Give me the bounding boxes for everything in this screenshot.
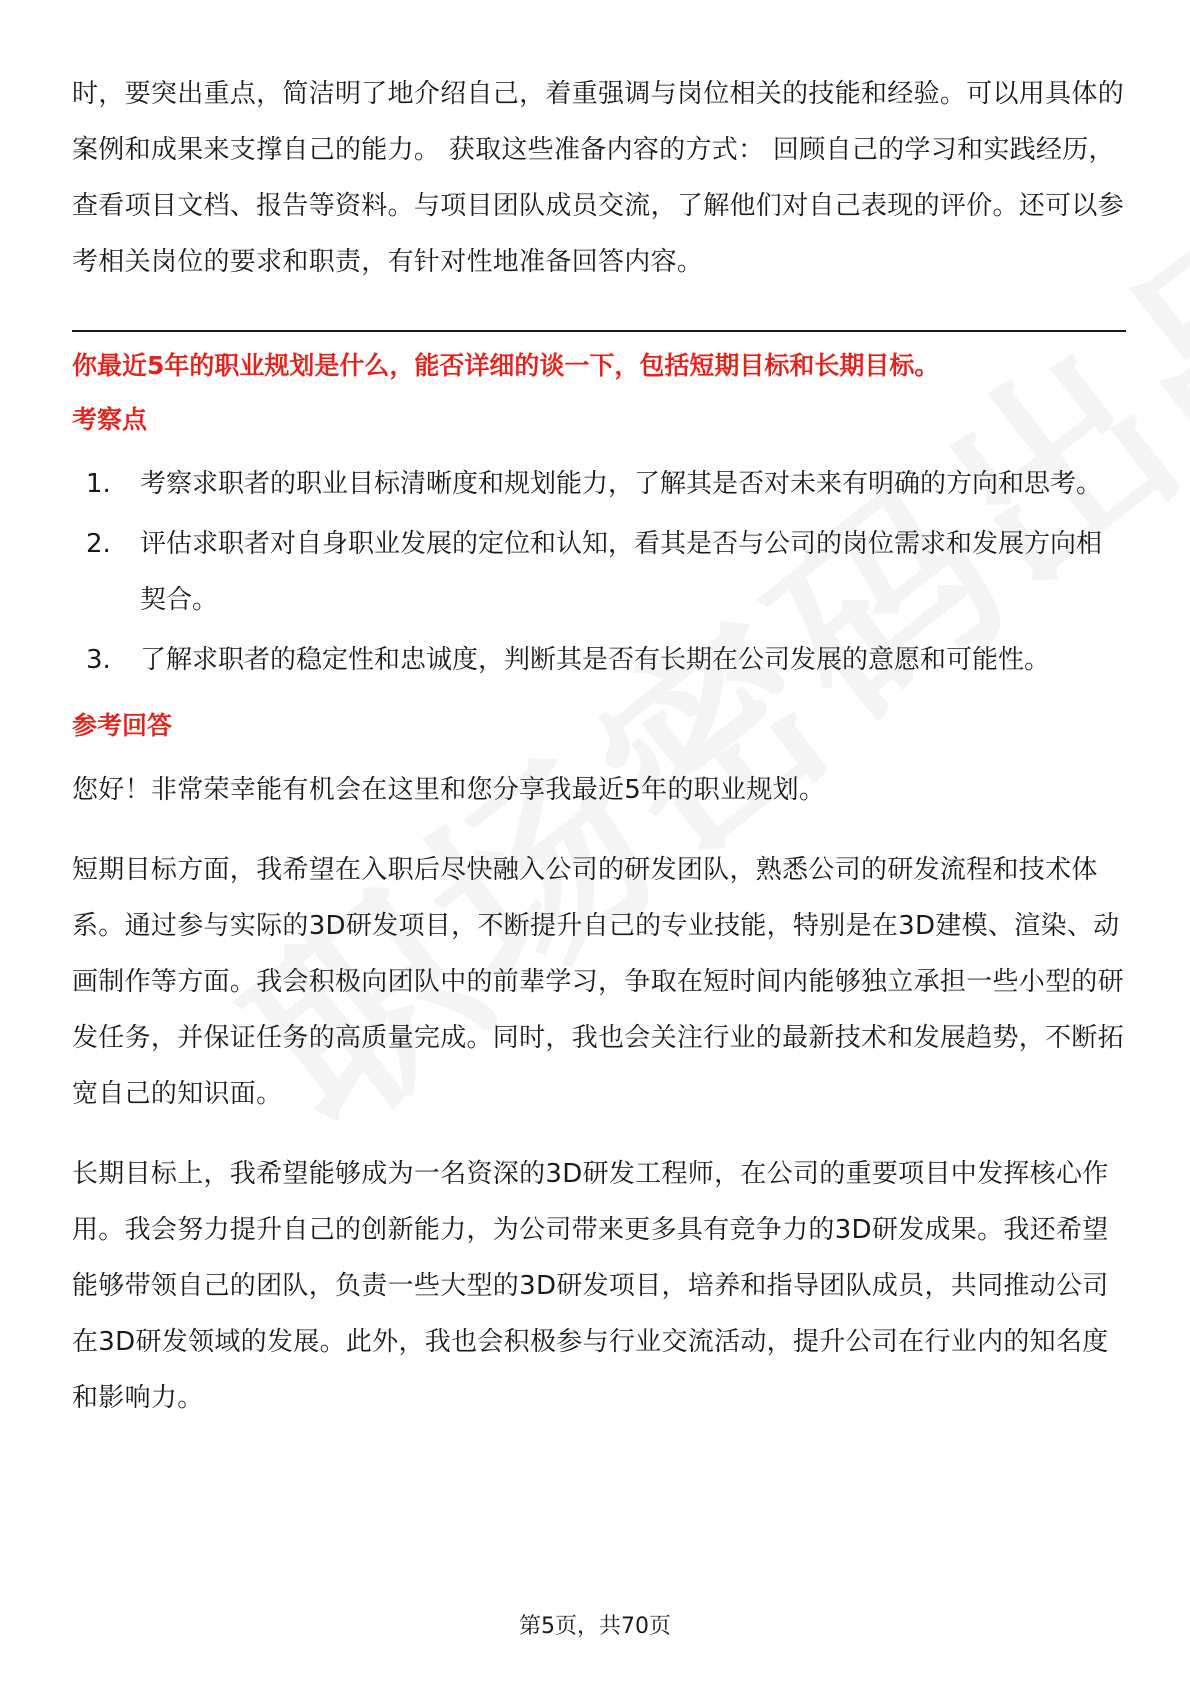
intro-paragraph: 时，要突出重点，简洁明了地介绍自己，着重强调与岗位相关的技能和经验。可以用具体的案例和成果来支撑自己的能力。 获取这些准备内容的方式： 回顾自己的学习和实践经历，查看项目文档、报告等资料。与项目团队成员交流，了解他们对自己表现的评价。还可以参考相关岗位的要求和职责，有针对性地准备回答内容。 bbox=[72, 79, 1125, 277]
assessment-item-text: 了解求职者的稳定性和忠诚度，判断其是否有长期在公司发展的意愿和可能性。 bbox=[140, 645, 1051, 675]
assessment-item-text: 考察求职者的职业目标清晰度和规划能力，了解其是否对未来有明确的方向和思考。 bbox=[140, 469, 1103, 499]
document-page bbox=[72, 66, 1126, 1426]
assessment-list bbox=[72, 456, 1126, 688]
answer-paragraph-long-term: 长期目标上，我希望能够成为一名资深的3D研发工程师，在公司的重要项目中发挥核心作用。我会努力提升自己的创新能力，为公司带来更多具有竞争力的3D研发成果。我还希望能够带领自己的团队，负责一些大型的3D研发项目，培养和指导团队成员，共同推动公司在3D研发领域的发展。此外，我也会积极参与行业交流活动，提升公司在行业内的知名度和影响力。 bbox=[72, 1159, 1109, 1413]
assessment-item-number: 3. bbox=[86, 645, 111, 675]
assessment-item bbox=[72, 516, 1126, 628]
answer-paragraph-short-term: 短期目标方面，我希望在入职后尽快融入公司的研发团队，熟悉公司的研发流程和技术体系。通过参与实际的3D研发项目，不断提升自己的专业技能，特别是在3D建模、渲染、动画制作等方面。我会积极向团队中的前辈学习，争取在短时间内能够独立承担一些小型的研发任务，并保证任务的高质量完成。同时，我也会关注行业的最新技术和发展趋势，不断拓宽自己的知识面。 bbox=[72, 855, 1125, 1109]
assessment-item-number: 2. bbox=[86, 529, 111, 559]
assessment-item bbox=[72, 456, 1126, 512]
paragraph-spacer bbox=[72, 1122, 1126, 1146]
paragraph-spacer bbox=[72, 818, 1126, 842]
answer-paragraph-greeting: 您好！非常荣幸能有机会在这里和您分享我最近5年的职业规划。 bbox=[72, 775, 826, 805]
page-footer: 第5页，共70页 bbox=[519, 1614, 671, 1639]
assessment-label: 考察点 bbox=[72, 405, 148, 434]
question-heading: 你最近5年的职业规划是什么，能否详细的谈一下，包括短期目标和长期目标。 bbox=[72, 351, 940, 380]
assessment-item-text: 评估求职者对自身职业发展的定位和认知，看其是否与公司的岗位需求和发展方向相契合。 bbox=[140, 529, 1103, 615]
section-divider bbox=[72, 330, 1126, 332]
assessment-item bbox=[72, 632, 1126, 688]
assessment-item-number: 1. bbox=[86, 469, 111, 499]
answer-label: 参考回答 bbox=[72, 711, 173, 740]
